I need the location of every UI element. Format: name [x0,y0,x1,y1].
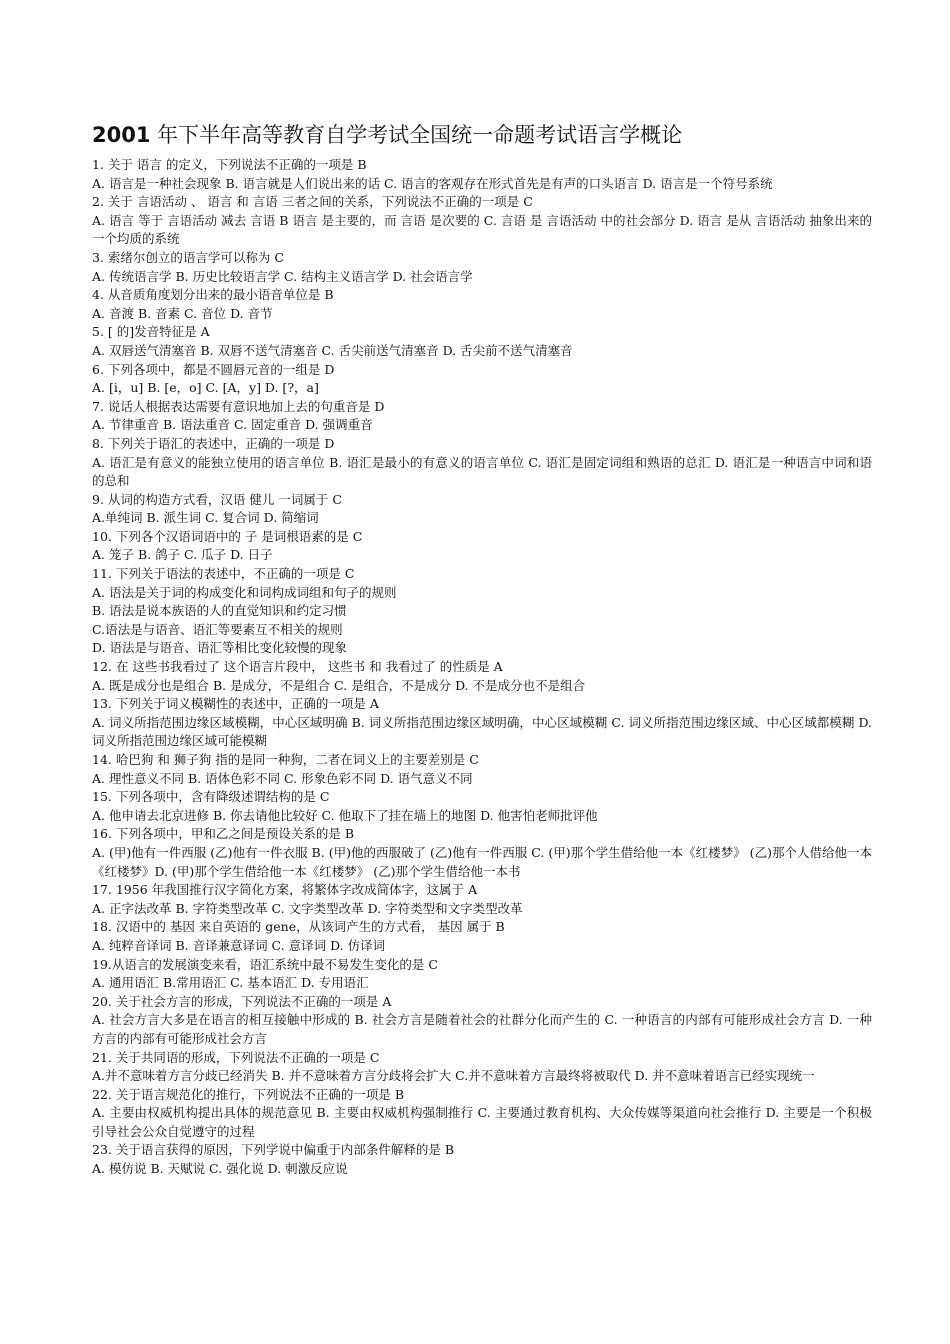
options-4: A. 音渡 B. 音素 C. 音位 D. 音节 [92,305,273,321]
question-3: 3. 索绪尔创立的语言学可以称为 C [92,249,284,265]
question-23: 23. 关于语言获得的原因，下列学说中偏重于内部条件解释的是 B [92,1142,455,1158]
options-10: A. 笼子 B. 鸽子 C. 瓜子 D. 日子 [92,547,273,563]
question-14: 14. 哈巴狗 和 狮子狗 指的是同一种狗，二者在词义上的主要差别是 C [92,752,479,767]
options-21: A.并不意味着方言分歧已经消失 B. 并不意味着方言分歧将会扩大 C.并不意味着方言最终将被取代 D. 并不意味着语言已经实现统一 [92,1068,815,1084]
question-18: 18. 汉语中的 基因 来自英语的 gene，从该词产生的方式看， 基因 属于 B [92,919,505,935]
question-16: 16. 下列各项中，甲和乙之间是预设关系的是 B [92,826,355,842]
question-22: 22. 关于语言规范化的推行，下列说法不正确的一项是 B [92,1086,405,1102]
document-page [92,118,872,1179]
question-10: 10. 下列各个汉语词语中的 子 是词根语素的是 C [92,528,363,544]
options-3: A. 传统语言学 B. 历史比较语言学 C. 结构主义语言学 D. 社会语言学 [92,268,473,284]
question-21: 21. 关于共同语的形成，下列说法不正确的一项是 C [92,1049,380,1065]
options-9: A.单纯词 B. 派生词 C. 复合词 D. 简缩词 [92,510,319,526]
title-text: 年下半年高等教育自学考试全国统一命题考试语言学概论 [150,123,683,147]
question-17: 17. 1956 年我国推行汉字简化方案，将繁体字改成简体字，这属于 A [92,882,478,898]
question-20: 20. 关于社会方言的形成，下列说法不正确的一项是 A [92,993,392,1009]
option-11-a: A. 语法是关于词的构成变化和词构成词组和句子的规则 [92,584,397,600]
options-22: A. 主要由权威机构提出具体的规范意见 B. 主要由权威机构强制推行 C. 主要通过教育机构、大众传媒等渠道向社会推行 D. 主要是一个积极引导社会公众自觉遵守的过程 [92,1105,872,1139]
options-8: A. 语汇是有意义的能独立使用的语言单位 B. 语汇是最小的有意义的语言单位 C. 语汇是固定词组和熟语的总汇 D. 语汇是一种语言中词和语的总和 [92,454,872,489]
question-8: 8. 下列关于语汇的表述中，正确的一项是 D [92,435,335,451]
options-2: A. 语言 等于 言语活动 减去 言语 B 语言 是主要的，而 言语 是次要的 C. 言语 是 言语活动 中的社会部分 D. 语言 是从 言语活动 抽象出来的一个均质的系统 [92,212,872,247]
options-23: A. 模仿说 B. 天赋说 C. 强化说 D. 刺激反应说 [92,1161,348,1177]
options-6: A. [i，u] B. [e，o] C. [A，y] D. [?，a] [92,380,319,396]
document-title [92,118,872,152]
question-12: 12. 在 这些书我看过了 这个语言片段中， 这些书 和 我看过了 的性质是 A [92,659,503,675]
question-7: 7. 说话人根据表达需要有意识地加上去的句重音是 D [92,398,385,414]
option-11-c: C.语法是与语音、语汇等要素互不相关的规则 [92,621,343,637]
options-5: A. 双唇送气清塞音 B. 双唇不送气清塞音 C. 舌尖前送气清塞音 D. 舌尖前不送气清塞音 [92,342,573,358]
options-19: A. 通用语汇 B.常用语汇 C. 基本语汇 D. 专用语汇 [92,975,369,991]
options-7: A. 节律重音 B. 语法重音 C. 固定重音 D. 强调重音 [92,417,373,433]
option-11-b: B. 语法是说本族语的人的直觉知识和约定习惯 [92,603,347,619]
question-6: 6. 下列各项中，都是不圆唇元音的一组是 D [92,361,335,377]
options-18: A. 纯粹音译词 B. 音译兼意译词 C. 意译词 D. 仿译词 [92,937,386,953]
options-12: A. 既是成分也是组合 B. 是成分，不是组合 C. 是组合，不是成分 D. 不是成分也不是组合 [92,677,586,693]
option-11-d: D. 语法是与语音、语汇等相比变化较慢的现象 [92,640,348,656]
options-13: A. 词义所指范围边缘区域模糊，中心区域明确 B. 词义所指范围边缘区域明确，中心区域模糊 C. 词义所指范围边缘区域、中心区域都模糊 D. 词义所指范围边缘区域可能模糊 [92,714,872,749]
question-13: 13. 下列关于词义模糊性的表述中，正确的一项是 A [92,696,379,712]
question-11: 11. 下列关于语法的表述中，不正确的一项是 C [92,566,355,582]
question-9: 9. 从词的构造方式看，汉语 健儿 一词属于 C [92,491,342,507]
options-15: A. 他申请去北京进修 B. 你去请他比较好 C. 他取下了挂在墙上的地图 D. 他害怕老师批评他 [92,807,598,823]
options-16: A. (甲)他有一件西服 (乙)他有一件衣服 B. (甲)他的西服破了 (乙)他有一件西服 C. (甲)那个学生借给他一本《红楼梦》 (乙)那个人借给他一本《红楼梦》D. (甲)那个学生借给他一本《红楼梦》 (乙)那个学生借给他一本书 [92,844,872,879]
question-4: 4. 从音质角度划分出来的最小语音单位是 B [92,287,334,303]
options-1: A. 语言是一种社会现象 B. 语言就是人们说出来的话 C. 语言的客观存在形式首先是有声的口头语言 D. 语言是一个符号系统 [92,175,773,191]
question-19: 19.从语言的发展演变来看，语汇系统中最不易发生变化的是 C [92,956,438,972]
options-20: A. 社会方言大多是在语言的相互接触中形成的 B. 社会方言是随着社会的社群分化而产生的 C. 一种语言的内部有可能形成社会方言 D. 一种方言的内部有可能形成社会方言 [92,1012,872,1046]
options-17: A. 正字法改革 B. 字符类型改革 C. 文字类型改革 D. 字符类型和文字类型改革 [92,900,523,916]
options-14: A. 理性意义不同 B. 语体色彩不同 C. 形象色彩不同 D. 语气意义不同 [92,770,473,786]
question-2: 2. 关于 言语活动 、 语言 和 言语 三者之间的关系，下列说法不正确的一项是 C [92,194,533,210]
question-15: 15. 下列各项中，含有降级述谓结构的是 C [92,789,330,805]
question-1: 1. 关于 语言 的定义，下列说法不正确的一项是 B [92,157,367,172]
question-5: 5. [ 的]发音特征是 A [92,324,210,340]
title-year: 2001 [92,123,151,147]
